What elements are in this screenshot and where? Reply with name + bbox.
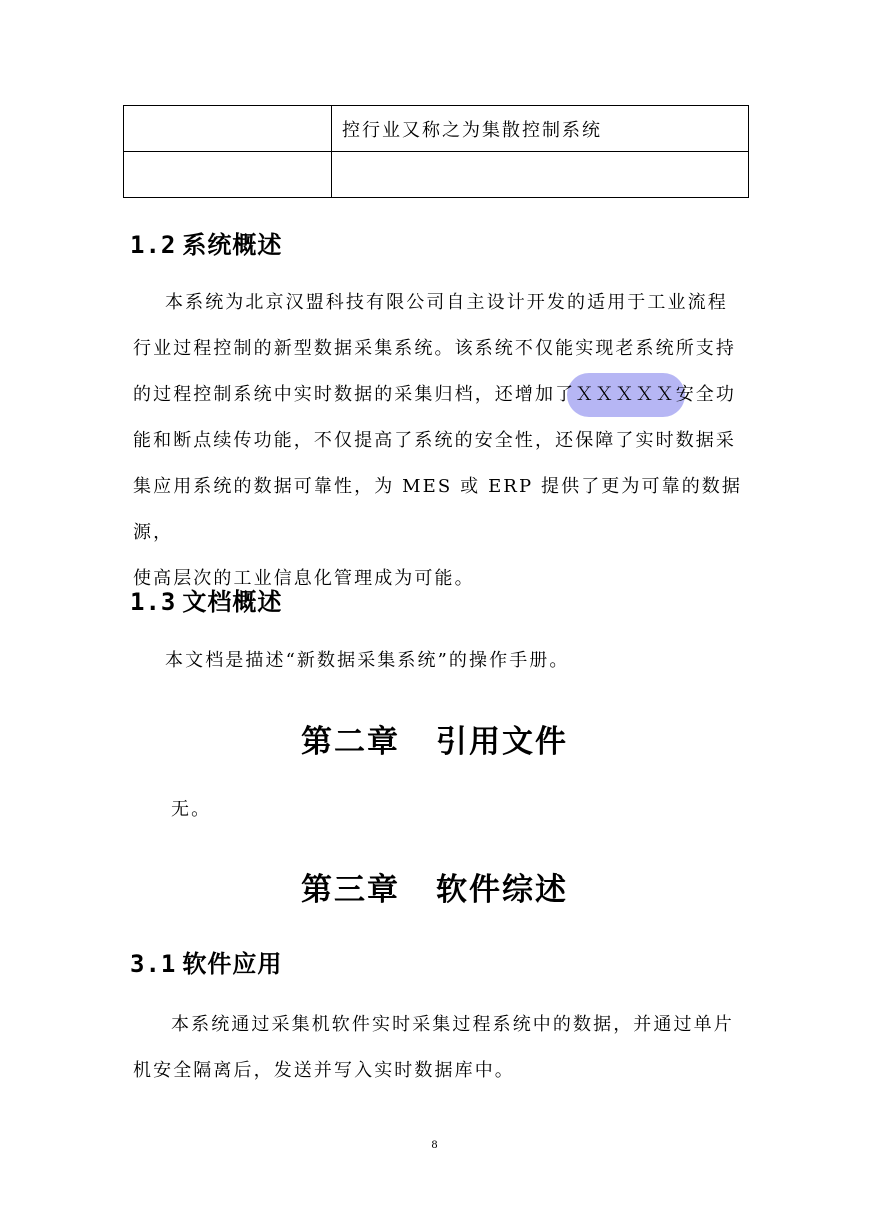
section-number: 1.2: [130, 231, 177, 259]
chapter-title: 引用文件: [436, 724, 568, 760]
section-1-2-body: [133, 280, 743, 602]
table-row: [124, 106, 749, 152]
paragraph-line: 本文档是描述“新数据采集系统”的操作手册。: [165, 650, 570, 671]
section-heading-3-1: [130, 944, 282, 979]
paragraph-line: 使高层次的工业信息化管理成为可能。: [133, 568, 475, 589]
page-number: 8: [431, 1137, 438, 1151]
paragraph-line: 本系统为北京汉盟科技有限公司自主设计开发的适用于工业流程: [165, 292, 728, 313]
table-cell: 控行业又称之为集散控制系统: [332, 106, 749, 152]
section-3-1-body: [133, 1002, 743, 1094]
section-title: 系统概述: [182, 231, 283, 259]
table-row: [124, 152, 749, 198]
chapter-title: 软件综述: [436, 872, 568, 908]
info-table: [123, 105, 749, 198]
section-1-3-body: [133, 638, 743, 684]
paragraph-line: 本系统通过采集机软件实时采集过程系统中的数据，并通过单片: [171, 1014, 734, 1035]
chapter-2-body: [133, 787, 743, 833]
paragraph-line: 机安全隔离后，发送并写入实时数据库中。: [133, 1060, 515, 1081]
chapter-label: 第三章: [301, 872, 400, 908]
chapter-label: 第二章: [301, 724, 400, 760]
paragraph-line: 的过程控制系统中实时数据的采集归档，还增加了ＸＸＸＸＸ安全功: [133, 384, 736, 405]
chapter-heading-3: [0, 864, 869, 909]
paragraph-line: 能和断点续传功能，不仅提高了系统的安全性，还保障了实时数据采: [133, 430, 736, 451]
section-heading-1-3: [130, 582, 282, 617]
section-title: 软件应用: [182, 950, 283, 978]
table-cell: [124, 106, 332, 152]
table-cell: [332, 152, 749, 198]
section-number: 1.3: [130, 588, 177, 616]
paragraph-line: 集应用系统的数据可靠性，为 MES 或 ERP 提供了更为可靠的数据源，: [133, 476, 742, 543]
paragraph-line: 行业过程控制的新型数据采集系统。该系统不仅能实现老系统所支持: [133, 338, 736, 359]
section-number: 3.1: [130, 950, 177, 978]
paragraph-line: 无。: [171, 799, 212, 820]
section-heading-1-2: [130, 225, 282, 260]
chapter-heading-2: [0, 716, 869, 761]
section-title: 文档概述: [182, 588, 283, 616]
table-cell: [124, 152, 332, 198]
